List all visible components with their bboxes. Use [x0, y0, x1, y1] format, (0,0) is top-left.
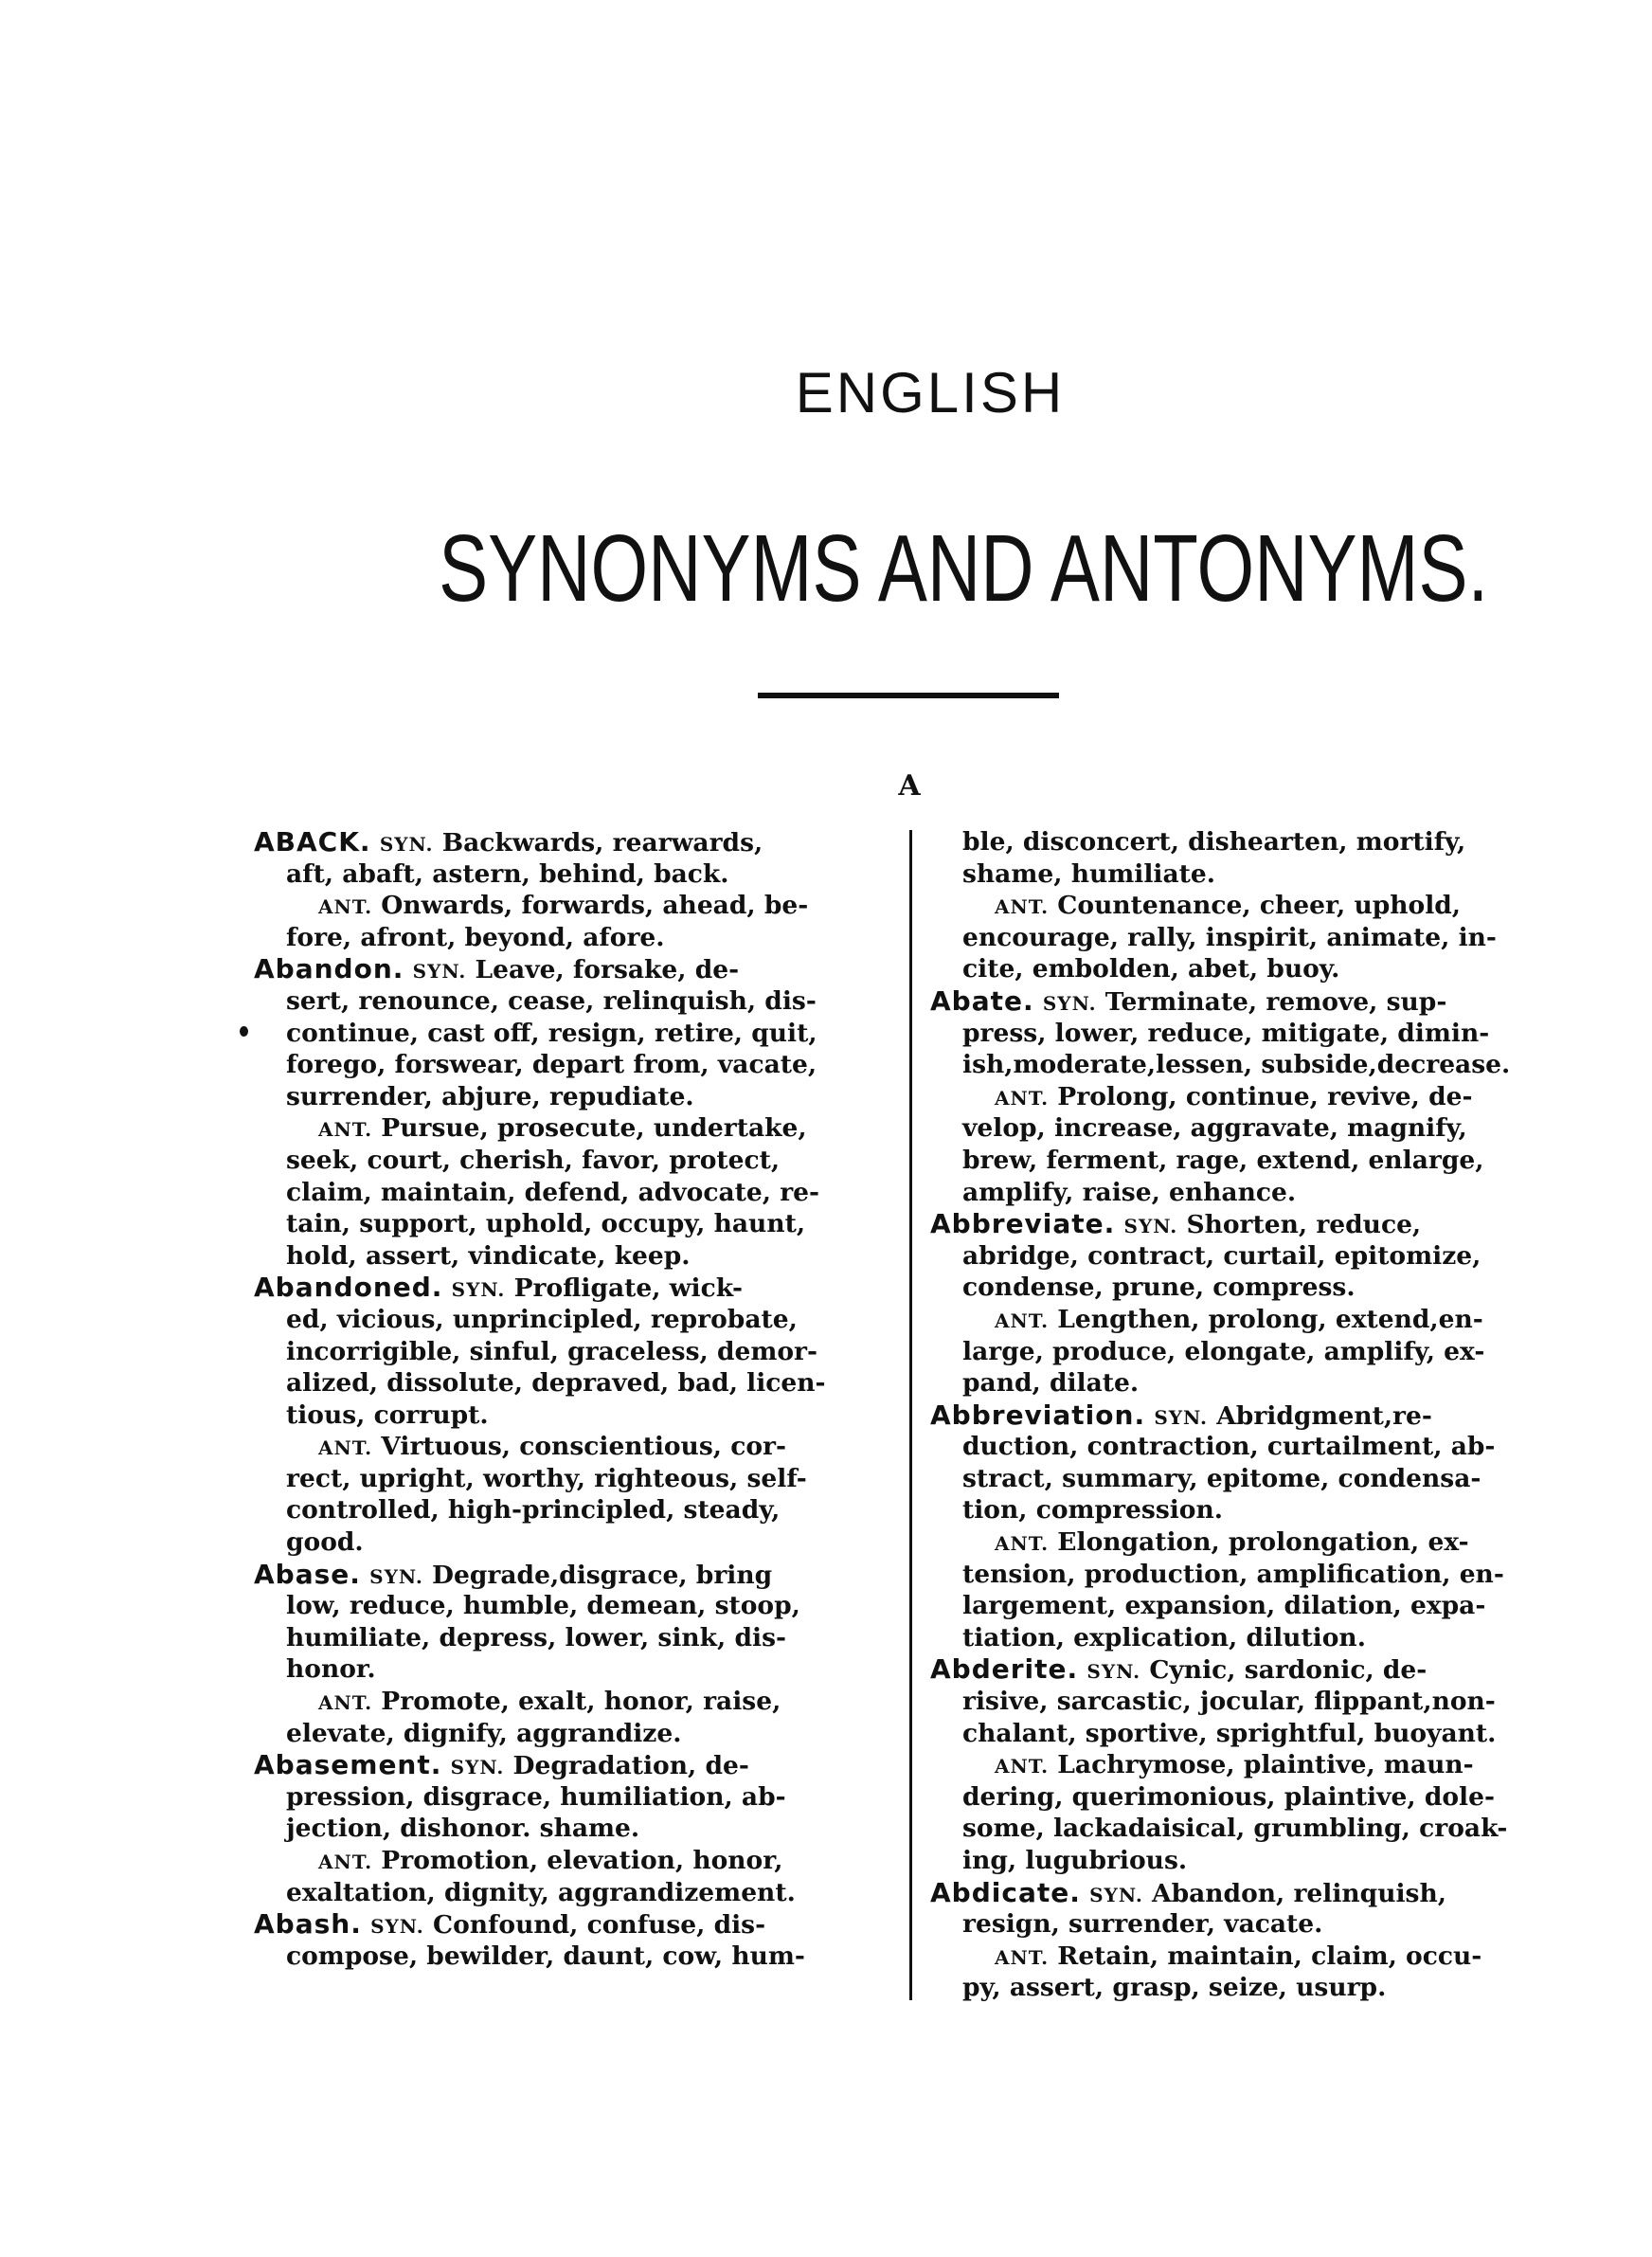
text-line [254, 1367, 879, 1399]
headword: Abbreviate. [930, 1208, 1116, 1240]
text-line [930, 826, 1555, 858]
text-line [254, 1463, 879, 1495]
text-line [254, 1813, 879, 1845]
headword: Abandoned. [254, 1272, 443, 1304]
text-line [930, 1049, 1555, 1081]
right-column [930, 826, 1555, 2004]
entry-text: cite, embolden, abet, buoy. [962, 954, 1340, 984]
text-line [930, 1718, 1555, 1750]
entry-text: humiliate, depress, lower, sink, dis- [286, 1622, 787, 1652]
entry-text: some, lackadaisical, grumbling, croak- [962, 1814, 1508, 1844]
headword: ABACK. [254, 826, 371, 858]
text-line [254, 1018, 879, 1050]
entry-text: tion, compression. [962, 1495, 1223, 1526]
page-title-line-2: SYNONYMS AND ANTONYMS. [439, 515, 1489, 622]
text-line [254, 1908, 879, 1941]
entry-text: resign, surrender, vacate. [962, 1909, 1323, 1940]
text-line [930, 1272, 1555, 1304]
text-line [930, 922, 1555, 954]
entry-text [441, 1751, 450, 1780]
entry-text: Profligate, wick- [505, 1273, 744, 1304]
entry-text: Backwards, rearwards, [433, 828, 763, 858]
text-line [930, 1941, 1555, 1973]
abbreviation: SYN. [412, 960, 467, 984]
entry-text: py, assert, grasp, seize, usurp. [962, 1973, 1387, 2003]
abbreviation: SYN. [450, 1756, 505, 1779]
text-line [254, 1622, 879, 1654]
text-line [930, 1018, 1555, 1050]
entry-text: Elongation, prolongation, ex- [1049, 1527, 1469, 1558]
abbreviation: ANT. [318, 1691, 373, 1715]
text-line [930, 1208, 1555, 1240]
abbreviation: ANT. [318, 1851, 373, 1873]
abbreviation: ANT. [318, 895, 373, 919]
entry-text: Onwards, forwards, ahead, be- [372, 891, 809, 921]
text-line [254, 1845, 879, 1877]
text-line [930, 858, 1555, 891]
abbreviation: SYN. [369, 1564, 423, 1588]
entry-text: exaltation, dignity, aggrandizement. [286, 1877, 796, 1907]
page-title-line-1: ENGLISH [795, 361, 1066, 424]
entry-text: ing, lugubrious. [962, 1846, 1188, 1875]
text-line [254, 1559, 879, 1591]
abbreviation: SYN. [379, 833, 434, 856]
abbreviation: SYN. [1086, 1660, 1141, 1684]
entry-text [362, 1910, 370, 1940]
headword: Abate. [930, 984, 1034, 1017]
text-line [254, 1177, 879, 1209]
entry-text: Retain, maintain, claim, occu- [1049, 1941, 1482, 1971]
entry-text: Promote, exalt, honor, raise, [372, 1687, 781, 1717]
entry-text: Abridgment,re- [1208, 1400, 1432, 1431]
text-line [254, 1081, 879, 1113]
text-line [254, 1272, 879, 1304]
entry-text: tious, corrupt. [286, 1399, 489, 1430]
abbreviation: ANT. [995, 1755, 1050, 1779]
text-line [930, 1494, 1555, 1526]
entry-text: dering, querimonious, plaintive, dole- [962, 1781, 1495, 1812]
text-line [930, 1972, 1555, 2004]
text-line [930, 1908, 1555, 1941]
entry-text: incorrigible, sinful, graceless, demor- [286, 1336, 818, 1366]
text-line [930, 1686, 1555, 1718]
text-line [930, 1845, 1555, 1877]
ink-dot [240, 1026, 248, 1037]
entry-text: ble, disconcert, dishearten, mortify, [962, 827, 1466, 857]
text-line [254, 1877, 879, 1909]
text-line [930, 1336, 1555, 1368]
entry-text: largement, expansion, dilation, expa- [962, 1591, 1486, 1621]
entry-text: elevate, dignify, aggrandize. [286, 1718, 682, 1748]
entry-text [404, 955, 412, 984]
abbreviation: ANT. [318, 1436, 373, 1460]
text-line [930, 1590, 1555, 1622]
text-line [254, 1208, 879, 1240]
entry-text: hold, assert, vindicate, keep. [286, 1240, 691, 1271]
entry-text: honor. [286, 1654, 376, 1685]
text-line [254, 1941, 879, 1973]
entry-text: stract, summary, epitome, condensa- [962, 1463, 1481, 1493]
abbreviation: ANT. [995, 895, 1050, 919]
entry-text: shame, humiliate. [962, 858, 1215, 889]
left-column [254, 826, 879, 1972]
abbreviation: SYN. [1154, 1405, 1209, 1429]
text-line [930, 1240, 1555, 1273]
entry-text [371, 828, 380, 858]
column-divider [909, 830, 912, 2000]
abbreviation: ANT. [995, 1945, 1050, 1969]
text-line [254, 826, 879, 858]
entry-text: Terminate, remove, sup- [1096, 986, 1447, 1017]
text-line [254, 1431, 879, 1463]
entry-text [442, 1273, 451, 1303]
text-line [254, 1145, 879, 1177]
text-line [254, 890, 879, 922]
abbreviation: ANT. [995, 1086, 1050, 1110]
entry-text: abridge, contract, curtail, epitomize, [962, 1240, 1481, 1271]
entry-text: amplify, raise, enhance. [962, 1177, 1297, 1207]
text-line [254, 1240, 879, 1273]
text-line [930, 1781, 1555, 1814]
text-line [254, 1653, 879, 1686]
title-rule [758, 693, 1059, 698]
entry-text: velop, increase, aggravate, magnify, [962, 1113, 1467, 1144]
text-line [930, 1177, 1555, 1209]
entry-text: chalant, sportive, sprightful, buoyant. [962, 1718, 1497, 1748]
entry-text: surrender, abjure, repudiate. [286, 1081, 694, 1111]
headword: Abandon. [254, 953, 404, 985]
text-line [254, 1494, 879, 1526]
entry-text: Virtuous, conscientious, cor- [372, 1432, 786, 1462]
text-line [930, 890, 1555, 922]
text-line [254, 1399, 879, 1432]
entry-text: Pursue, prosecute, undertake, [372, 1113, 807, 1144]
text-line [930, 1559, 1555, 1591]
text-line [254, 1526, 879, 1559]
abbreviation: SYN. [370, 1915, 424, 1939]
text-line [254, 985, 879, 1018]
entry-text: Lachrymose, plaintive, maun- [1049, 1750, 1474, 1780]
entry-text: seek, court, cherish, favor, protect, [286, 1145, 781, 1175]
abbreviation: SYN. [451, 1278, 506, 1302]
text-line [930, 1399, 1555, 1432]
entry-text: continue, cast off, resign, retire, quit, [286, 1018, 817, 1048]
text-line [254, 1686, 879, 1718]
headword: Abash. [254, 1908, 362, 1941]
text-line [254, 1112, 879, 1145]
entry-text: duction, contraction, curtailment, ab- [962, 1432, 1496, 1462]
entry-text: encourage, rally, inspirit, animate, in- [962, 922, 1497, 952]
headword: Abase. [254, 1558, 361, 1590]
entry-text: brew, ferment, rage, extend, enlarge, [962, 1145, 1484, 1175]
section-letter: A [898, 769, 921, 803]
text-line [254, 1590, 879, 1622]
text-line [254, 953, 879, 985]
entry-text: Leave, forsake, de- [466, 955, 740, 985]
entry-text: tain, support, uphold, occupy, haunt, [286, 1209, 806, 1239]
headword: Abderite. [930, 1653, 1079, 1686]
text-line [930, 1526, 1555, 1559]
entry-text: Shorten, reduce, [1177, 1210, 1422, 1240]
entry-text: condense, prune, compress. [962, 1273, 1356, 1303]
entry-text: jection, dishonor. shame. [286, 1814, 640, 1844]
text-line [930, 1112, 1555, 1145]
text-line [930, 1081, 1555, 1113]
entry-text: tension, production, amplification, en- [962, 1559, 1504, 1589]
entry-text: ed, vicious, unprincipled, reprobate, [286, 1304, 798, 1334]
text-line [930, 985, 1555, 1018]
entry-text [1115, 1210, 1123, 1239]
entry-text: forego, forswear, depart from, vacate, [286, 1050, 817, 1080]
abbreviation: ANT. [995, 1309, 1050, 1332]
text-line [930, 1622, 1555, 1654]
entry-text: Lengthen, prolong, extend,en- [1049, 1304, 1483, 1334]
headword: Abdicate. [930, 1876, 1081, 1908]
entry-text [1081, 1879, 1089, 1908]
entry-text: alized, dissolute, depraved, bad, licen- [286, 1368, 826, 1399]
abbreviation: SYN. [1089, 1883, 1143, 1906]
entry-text: low, reduce, humble, demean, stoop, [286, 1591, 800, 1621]
entry-text: rect, upright, worthy, righteous, self- [286, 1463, 807, 1493]
entry-text: risive, sarcastic, jocular, flippant,non- [962, 1687, 1496, 1717]
headword: Abbreviation. [930, 1399, 1146, 1431]
abbreviation: SYN. [1042, 991, 1097, 1015]
text-line [930, 1367, 1555, 1399]
entry-text: ish,moderate,lessen, subside,decrease. [962, 1050, 1511, 1080]
text-line [254, 1718, 879, 1750]
text-line [930, 1145, 1555, 1177]
entry-text: fore, afront, beyond, afore. [286, 922, 665, 952]
abbreviation: ANT. [995, 1532, 1050, 1556]
entry-text: good. [286, 1527, 364, 1558]
entry-text: Cynic, sardonic, de- [1140, 1655, 1428, 1686]
text-line [930, 1431, 1555, 1463]
entry-text: aft, abaft, astern, behind, back. [286, 858, 729, 889]
text-line [930, 1463, 1555, 1495]
text-line [254, 1049, 879, 1081]
entry-text: press, lower, reduce, mitigate, dimin- [962, 1018, 1490, 1048]
text-line [254, 1749, 879, 1781]
entry-text: tiation, explication, dilution. [962, 1622, 1366, 1652]
entry-text [1034, 987, 1043, 1017]
entry-text: claim, maintain, defend, advocate, re- [286, 1177, 820, 1207]
text-line [254, 922, 879, 954]
entry-text: controlled, high-principled, steady, [286, 1495, 781, 1526]
abbreviation: ANT. [318, 1118, 373, 1142]
entry-text: Countenance, cheer, uphold, [1049, 891, 1462, 921]
entry-text: Degradation, de- [504, 1751, 749, 1781]
entry-text: Abandon, relinquish, [1142, 1878, 1446, 1908]
entry-text: pand, dilate. [962, 1368, 1140, 1399]
text-line [930, 1653, 1555, 1686]
abbreviation: SYN. [1123, 1215, 1178, 1238]
text-line [254, 1336, 879, 1368]
entry-text: pression, disgrace, humiliation, ab- [286, 1781, 786, 1812]
text-line [254, 858, 879, 891]
entry-text: large, produce, elongate, amplify, ex- [962, 1336, 1485, 1366]
entry-text [361, 1561, 369, 1590]
text-line [930, 1813, 1555, 1845]
text-line [930, 953, 1555, 985]
entry-text: Degrade,disgrace, bring [422, 1560, 773, 1590]
text-line [254, 1304, 879, 1336]
entry-text: compose, bewilder, daunt, cow, hum- [286, 1941, 805, 1971]
entry-text: Confound, confuse, dis- [423, 1910, 766, 1941]
entry-text: Promotion, elevation, honor, [372, 1846, 783, 1875]
text-line [930, 1304, 1555, 1336]
entry-text [1145, 1401, 1154, 1431]
text-line [930, 1877, 1555, 1909]
entry-text: Prolong, continue, revive, de- [1049, 1081, 1473, 1111]
headword: Abasement. [254, 1749, 442, 1781]
text-line [254, 1781, 879, 1814]
text-line [930, 1749, 1555, 1781]
entry-text: sert, renounce, cease, relinquish, dis- [286, 985, 817, 1016]
